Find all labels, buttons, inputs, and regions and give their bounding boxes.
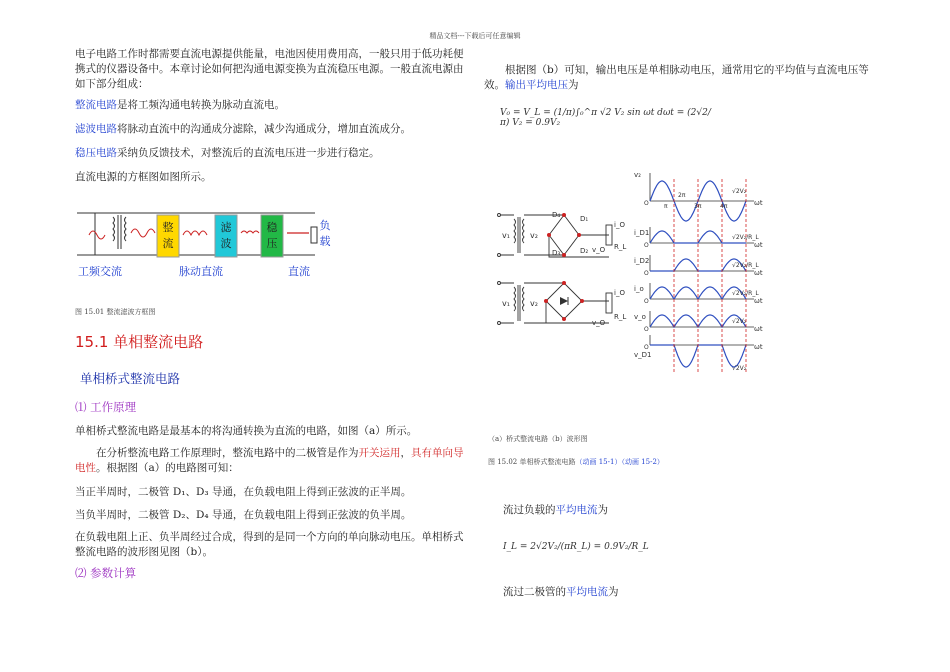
load-label-char1: 负 (319, 219, 331, 232)
fig2-caption (488, 457, 664, 467)
peak-label-io: √2V₂/R_L (732, 290, 759, 297)
filter-desc: 将脉动直流中的沟通成分滤除，减少沟通成分，增加直流成分。 (117, 123, 411, 135)
right-p1 (484, 63, 874, 93)
p1: 单相桥式整流电路是最基本的将沟通转换为直流的电路，如图（a）所示。 (75, 425, 418, 437)
p2 (75, 446, 465, 476)
right-p3 (503, 585, 619, 600)
right-p2-text-a: 流过负载的 (503, 504, 556, 516)
regulator-link[interactable]: 稳压电路 (75, 147, 117, 159)
peak-label-v2: √2V₂ (732, 188, 747, 195)
origin-id2: O (644, 270, 649, 277)
peak-label-id2: √2V₂/R_L (732, 262, 759, 269)
axis-label-id2: ωt (754, 269, 763, 277)
filter-link[interactable]: 滤波电路 (75, 123, 117, 135)
list-item-filter (75, 122, 465, 137)
circuit-b-io: i_O (614, 289, 625, 297)
circuit-a-d3: D₃ (552, 249, 561, 257)
origin-id1: O (644, 242, 649, 249)
formula-output-voltage: V₀ = V_L = (1/π)∫₀^π √2 V₂ sin ωt dωt = (2√2/π) V₂ = 0.9V₂ (500, 108, 711, 128)
circuit-b-rl: R_L (614, 313, 627, 321)
page-header: 精品文档---下载后可任意编辑 (429, 32, 521, 40)
tick-2pi: 2π (678, 192, 686, 199)
fig2-caption-text: 图 15.02 单相桥式整流电路 (488, 458, 576, 466)
p4: 当负半周时，二极管 D₂、D₄ 导通，在负载电阻上得到正弦波的负半周。 (75, 509, 412, 521)
formula-load-current: I_L = 2√2V₂/(πR_L) = 0.9V₂/R_L (503, 542, 649, 552)
label-dc: 直流 (288, 265, 310, 278)
p5: 在负载电阻上正、负半周经过合成，得到的是同一个方向的单向脉动电压。单相桥式整流电路的波形图见图（b）。 (75, 531, 464, 558)
p2-switch-use: 开关运用 (358, 447, 401, 459)
list-item-regulator (75, 146, 465, 161)
p2-unidirectional: 具有单向导电性 (75, 447, 464, 474)
filter-block-char2: 波 (220, 237, 232, 250)
filter-block-char1: 滤 (220, 221, 232, 234)
right-p2-text-b: 为 (597, 504, 608, 516)
right-p1-text-a: 根据图（b）可知，输出电压是单相脉动电压，通常用它的平均值与直流电压等效。 (484, 64, 869, 91)
avg-output-voltage-link[interactable]: 输出平均电压 (505, 79, 568, 91)
circuit-a-v2: v₂ (530, 231, 538, 240)
right-p1-text-b: 为 (568, 79, 579, 91)
circuit-a-d1: D₁ (580, 215, 589, 223)
wave-label-v2: v₂ (634, 171, 641, 179)
origin-vo: O (644, 326, 649, 333)
wave-label-io: i_o (634, 285, 644, 293)
rectifier-block-char1: 整 (162, 221, 174, 234)
rectifier-waveforms (632, 165, 772, 390)
rectifier-link[interactable]: 整流电路 (75, 99, 117, 111)
tick-4pi: 4π (720, 203, 728, 210)
p2-separator: ， (400, 447, 411, 459)
load-label-char2: 载 (319, 235, 331, 248)
bridge-rectifier-circuits (494, 205, 634, 335)
tick-pi: π (664, 203, 668, 210)
wave-label-vd1: v_D1 (634, 351, 652, 359)
tick-3pi: 3π (694, 203, 702, 210)
wave-label-id1: i_D1 (634, 229, 650, 237)
axis-label-v2: ωt (754, 199, 763, 207)
circuit-a-d4: D₄ (552, 211, 561, 219)
regulator-block-char1: 稳 (266, 221, 278, 234)
rectifier-desc: 是将工频沟通电转换为脉动直流电。 (117, 99, 285, 111)
power-supply-block-diagram (75, 203, 335, 283)
subsection-title: 单相桥式整流电路 (80, 371, 181, 386)
axis-label-id1: ωt (754, 241, 763, 249)
wave-label-id2: i_D2 (634, 257, 650, 265)
block-diagram-intro: 直流电源的方框图如图所示。 (75, 171, 212, 183)
circuit-a-v1: v₁ (502, 231, 510, 240)
figa-caption: （a）桥式整流电路（b）波形图 (488, 435, 588, 443)
origin-v2: O (644, 200, 649, 207)
load-resistor (311, 227, 317, 243)
peak-label-id1: √2V₂/R_L (732, 234, 759, 241)
p2-text-a: 在分析整流电路工作原理时，整流电路中的二极管是作为 (96, 447, 359, 459)
label-pulse-dc: 脉动直流 (179, 265, 223, 278)
regulator-desc: 采纳负反馈技术，对整流后的直流电压进一步进行稳定。 (117, 147, 380, 159)
section-title: 15.1 单相整流电路 (75, 333, 204, 351)
circuit-a-io: i_O (614, 221, 625, 229)
origin-vd1: O (644, 344, 649, 351)
right-p3-text-a: 流过二极管的 (503, 586, 566, 598)
fig1-caption: 图 15.01 整流滤波方框图 (75, 308, 156, 316)
regulator-block-char2: 压 (266, 237, 278, 250)
peak-label-vo: √2V₂ (732, 318, 747, 325)
p3: 当正半周时，二极管 D₁、D₃ 导通，在负载电阻上得到正弦波的正半周。 (75, 486, 412, 498)
circuit-b-v1: v₁ (502, 299, 510, 308)
avg-diode-current-link[interactable]: 平均电流 (566, 586, 608, 598)
peak-label-vd1: √2V₂ (732, 365, 747, 372)
circuit-a-vo: v_O (592, 246, 606, 254)
part1-title: ⑴ 工作原理 (75, 400, 137, 414)
origin-io: O (644, 298, 649, 305)
part2-title: ⑵ 参数计算 (75, 566, 137, 580)
p2-text-b: 。根据图（a）的电路图可知： (96, 462, 239, 474)
circuit-a-rl: R_L (614, 243, 627, 251)
circuit-a-d2: D₂ (580, 247, 589, 255)
rectifier-block-char2: 流 (162, 237, 174, 250)
animation-15-2-link[interactable]: （动画 15-2） (621, 458, 664, 466)
wave-label-vo: v_o (634, 313, 646, 321)
label-ac: 工频交流 (78, 265, 122, 278)
right-p3-text-b: 为 (608, 586, 619, 598)
right-p2 (503, 503, 608, 518)
axis-label-vo: ωt (754, 325, 763, 333)
avg-load-current-link[interactable]: 平均电流 (555, 504, 598, 516)
axis-label-io: ωt (754, 297, 763, 305)
axis-label-vd1: ωt (754, 343, 763, 351)
animation-15-1-link[interactable]: （动画 15-1） (575, 458, 622, 466)
circuit-b-vo: v_O (592, 319, 606, 327)
intro-paragraph: 电子电路工作时都需要直流电源提供能量，电池因使用费用高，一般只用于低功耗便携式的仪器设备中。本章讨论如何把沟通电源变换为直流稳压电源。一般直流电源由如下部分组成： (75, 48, 464, 90)
circuit-b-v2: v₂ (530, 299, 538, 308)
list-item-rectifier (75, 98, 465, 113)
